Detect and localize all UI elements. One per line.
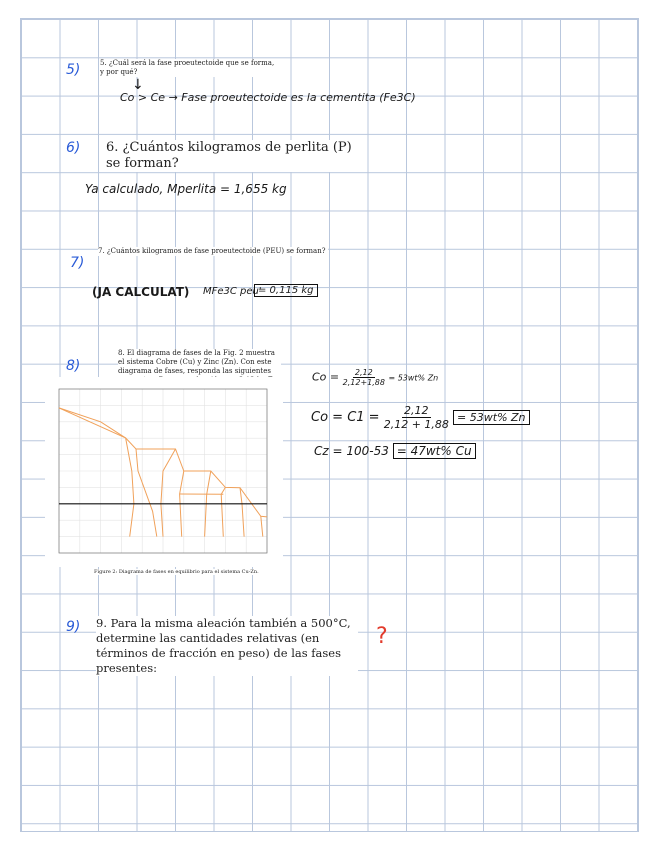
equation-1-rhs: = 53wt% Zn xyxy=(388,373,439,383)
phase-diagram-svg xyxy=(45,377,283,567)
question-7-answer-box: = 0,115 kg xyxy=(254,284,318,297)
equation-2-denominator: 2,12 + 1,88 xyxy=(383,418,449,431)
phase-boundary-line xyxy=(261,516,263,536)
question-8-number: 8) xyxy=(66,358,81,374)
equation-1-denominator: 2,12+1,88 xyxy=(342,378,385,387)
equation-1-lhs: Co = xyxy=(312,370,340,384)
phase-boundary-line xyxy=(136,449,157,537)
equation-1 xyxy=(312,368,438,387)
question-8-text: 8. El diagrama de fases de la Fig. 2 muestra el sistema Cobre (Cu) y Zinc (Zn). Con este diagrama de fases, responda las siguientes xyxy=(118,349,281,403)
equation-1-fraction xyxy=(343,368,385,387)
equation-3 xyxy=(314,444,476,458)
question-5-arrow: ↓ xyxy=(132,77,144,93)
question-7-text: 7. ¿Cuántos kilogramos de fase proeutectoide (PEU) se forman? xyxy=(98,247,328,256)
equation-3-result-box: = 47wt% Cu xyxy=(393,443,476,459)
equation-3-lhs: Cz = 100-53 xyxy=(314,444,389,458)
figure-caption: Figure 2: Diagrama de fases en equilibrio para el sistema Cu-Zn. xyxy=(94,569,269,575)
question-5-text: 5. ¿Cuál será la fase proeutectoide que se forma, y por qué? xyxy=(100,59,280,77)
question-6-answer: Ya calculado, Mperlita = 1,655 kg xyxy=(85,182,287,196)
equation-1-numerator: 2,12 xyxy=(354,368,373,377)
equation-2 xyxy=(311,404,530,431)
phase-boundary-line xyxy=(240,488,244,537)
phase-diagram xyxy=(45,377,283,567)
question-9-number: 9) xyxy=(66,619,81,635)
equation-2-result-box: = 53wt% Zn xyxy=(453,410,529,425)
question-9-text: 9. Para la misma aleación también a 500°C, determine las cantidades relativas (en términos de fracción en peso) de las fases presentes: xyxy=(96,616,358,676)
question-9-mark: ? xyxy=(376,624,388,649)
equation-2-numerator: 2,12 xyxy=(404,404,429,417)
question-7-answer-variable: MFe3C peu' xyxy=(203,286,262,297)
equation-2-lhs: Co = C1 = xyxy=(311,410,380,425)
question-6-number: 6) xyxy=(66,140,81,156)
question-5-number: 5) xyxy=(66,62,81,78)
question-7-answer-label: (JA CALCULAT) xyxy=(92,285,190,299)
equation-2-fraction xyxy=(384,404,449,431)
question-6-text: 6. ¿Cuántos kilogramos de perlita (P) se forman? xyxy=(106,140,366,172)
question-7-number: 7) xyxy=(70,255,85,271)
question-5-answer: Co > Ce → Fase proeutectoide es la cementita (Fe3C) xyxy=(120,91,416,104)
